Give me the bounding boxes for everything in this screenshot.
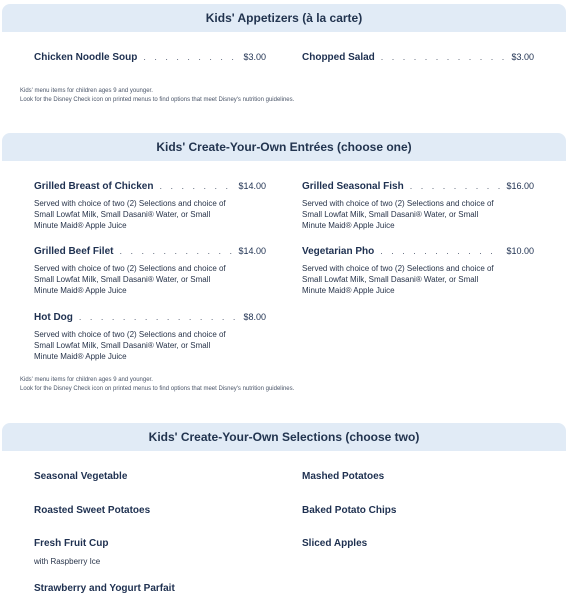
menu-item-chicken-noodle-soup [34, 52, 266, 63]
selection-roasted-sweet-potatoes: Roasted Sweet Potatoes [34, 505, 151, 516]
entrees-header [2, 133, 566, 161]
dot-leader [380, 246, 500, 256]
menu-item-chopped-salad [302, 52, 534, 63]
item-name: Vegetarian Pho [302, 246, 375, 257]
item-name: Grilled Seasonal Fish [302, 181, 404, 192]
menu-item-grilled-beef-filet [34, 246, 266, 296]
selection-strawberry-yogurt-parfait: Strawberry and Yogurt Parfait [34, 583, 175, 594]
item-price: $10.00 [506, 246, 534, 256]
item-name: Grilled Beef Filet [34, 246, 114, 257]
selection-fresh-fruit-cup-sub: with Raspberry Ice [34, 557, 101, 566]
dot-leader [381, 52, 506, 62]
selection-mashed-potatoes: Mashed Potatoes [302, 471, 385, 482]
appetizers-header [2, 4, 566, 32]
item-description: Served with choice of two (2) Selections and choice of Small Lowfat Milk, Small Dasani® Water, or Small Minute Maid® Apple Juice [34, 330, 226, 361]
item-name: Hot Dog [34, 312, 73, 323]
selections-header [2, 423, 566, 451]
item-price: $14.00 [238, 181, 266, 191]
entrees-title: Kids' Create-Your-Own Entrées (choose one) [156, 140, 412, 154]
item-price: $16.00 [506, 181, 534, 191]
dot-leader [159, 181, 232, 191]
note-disney-check: Look for the Disney Check icon on printed menus to find options that meet Disney's nutrition guidelines. [20, 97, 295, 103]
selection-seasonal-vegetable: Seasonal Vegetable [34, 471, 128, 482]
item-description: Served with choice of two (2) Selections and choice of Small Lowfat Milk, Small Dasani® Water, or Small Minute Maid® Apple Juice [302, 264, 494, 295]
item-price: $8.00 [243, 312, 266, 322]
dot-leader [119, 246, 232, 256]
note-age: Kids' menu items for children ages 9 and younger. [20, 88, 153, 94]
note-disney-check: Look for the Disney Check icon on printed menus to find options that meet Disney's nutrition guidelines. [20, 386, 295, 392]
note-age: Kids' menu items for children ages 9 and younger. [20, 377, 153, 383]
entrees-note [20, 376, 294, 394]
dot-leader [143, 52, 237, 62]
menu-item-vegetarian-pho [302, 246, 534, 296]
menu-item-hot-dog [34, 312, 266, 362]
item-description: Served with choice of two (2) Selections and choice of Small Lowfat Milk, Small Dasani® Water, or Small Minute Maid® Apple Juice [302, 199, 494, 230]
item-price: $3.00 [243, 52, 266, 62]
dot-leader [79, 312, 238, 322]
menu-item-grilled-seasonal-fish [302, 181, 534, 231]
menu-item-grilled-breast-of-chicken [34, 181, 266, 231]
item-name: Chopped Salad [302, 52, 375, 63]
dot-leader [410, 181, 501, 191]
selection-baked-potato-chips: Baked Potato Chips [302, 505, 397, 516]
item-name: Grilled Breast of Chicken [34, 181, 154, 192]
selection-sliced-apples: Sliced Apples [302, 538, 368, 549]
appetizers-title: Kids' Appetizers (à la carte) [205, 11, 363, 25]
item-price: $14.00 [238, 246, 266, 256]
item-price: $3.00 [511, 52, 534, 62]
item-name: Chicken Noodle Soup [34, 52, 138, 63]
selection-fresh-fruit-cup: Fresh Fruit Cup [34, 538, 109, 549]
selections-title: Kids' Create-Your-Own Selections (choose two) [148, 430, 420, 444]
appetizers-note [20, 87, 294, 105]
item-description: Served with choice of two (2) Selections and choice of Small Lowfat Milk, Small Dasani® Water, or Small Minute Maid® Apple Juice [34, 199, 226, 230]
item-description: Served with choice of two (2) Selections and choice of Small Lowfat Milk, Small Dasani® Water, or Small Minute Maid® Apple Juice [34, 264, 226, 295]
